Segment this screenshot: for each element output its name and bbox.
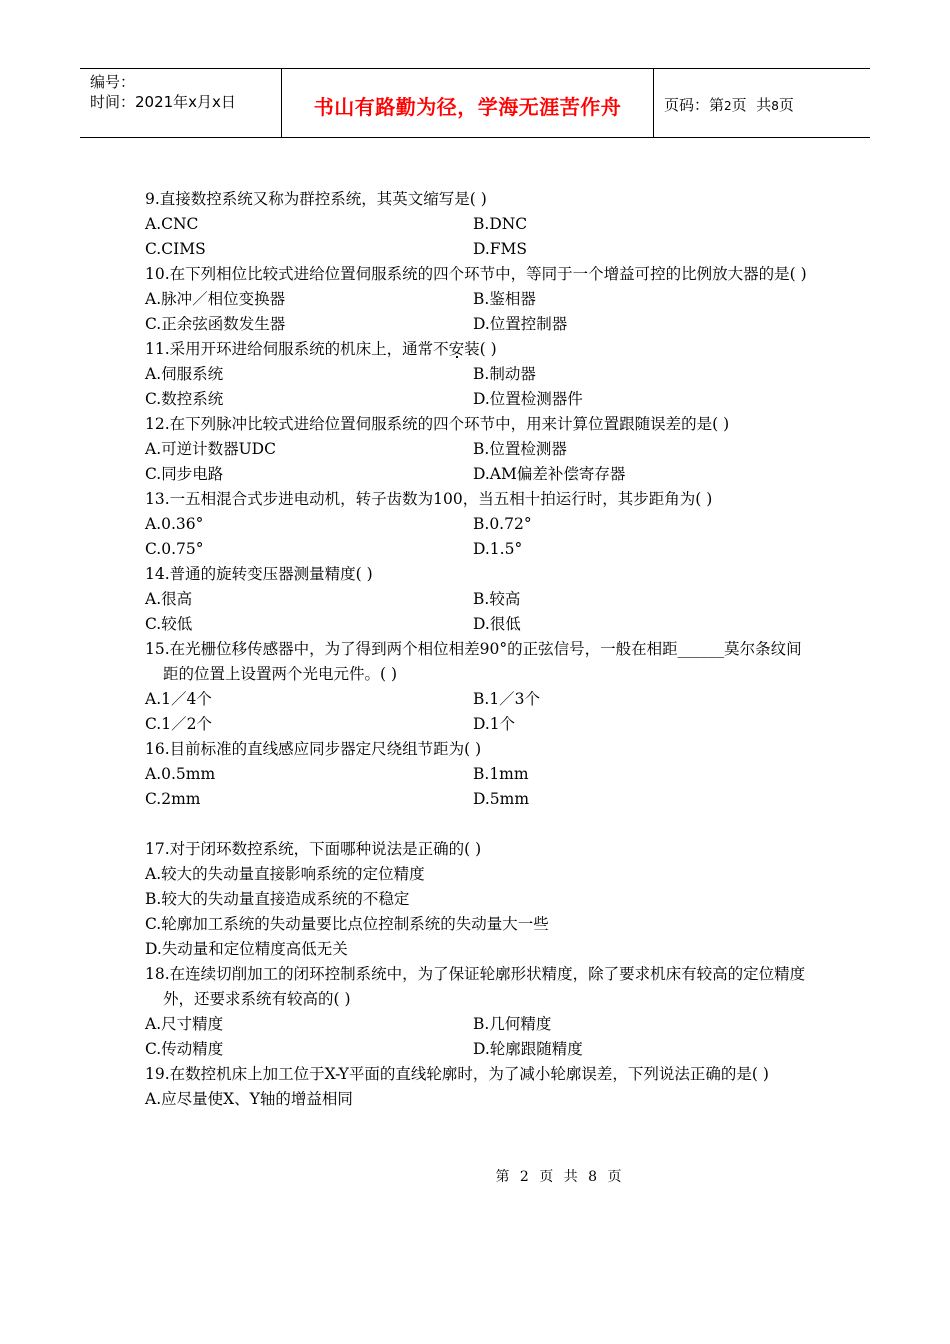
question-14	[145, 562, 815, 637]
question-options	[145, 437, 815, 487]
option-c: C.0.75°	[145, 540, 204, 558]
option-d: D.失动量和定位精度高低无关	[145, 940, 348, 958]
question-options	[145, 587, 815, 637]
question-stem: 11.采用开环进给伺服系统的机床上，通常不安装( )	[145, 340, 497, 358]
option-b: B.几何精度	[473, 1015, 552, 1033]
option-b: B.1／3个	[473, 690, 541, 708]
option-d: D.FMS	[473, 240, 528, 258]
option-d: D.1个	[473, 715, 516, 733]
question-list	[145, 187, 815, 1112]
option-b: B.位置检测器	[473, 440, 567, 458]
option-d: D.5mm	[473, 790, 530, 808]
page-mid: 页 共	[731, 96, 772, 114]
header-page-cell	[654, 69, 870, 137]
option-c: C.1／2个	[145, 715, 212, 733]
option-a: A.可逆计数器UDC	[145, 440, 276, 458]
option-a: A.较大的失动量直接影响系统的定位精度	[145, 865, 425, 883]
option-c: C.数控系统	[145, 390, 224, 408]
option-b: B.鉴相器	[473, 290, 536, 308]
option-c: C.同步电路	[145, 465, 224, 483]
option-c: C.正余弦函数发生器	[145, 315, 286, 333]
option-a: A.0.36°	[145, 515, 204, 533]
header-motto-cell	[282, 69, 654, 137]
question-13	[145, 487, 815, 562]
option-c: C.CIMS	[145, 240, 206, 258]
option-b: B.DNC	[473, 215, 528, 233]
page-header	[80, 68, 870, 138]
question-19	[145, 1062, 815, 1112]
question-options	[145, 362, 815, 412]
option-b: B.1mm	[473, 765, 529, 783]
question-stem: 16.目前标准的直线感应同步器定尺绕组节距为( )	[145, 740, 482, 758]
question-10	[145, 262, 815, 337]
option-a: A.伺服系统	[145, 365, 224, 383]
option-d: D.位置检测器件	[473, 390, 583, 408]
option-a: A.很高	[145, 590, 193, 608]
question-options	[145, 1087, 815, 1112]
option-c: C.传动精度	[145, 1040, 224, 1058]
question-12	[145, 412, 815, 487]
question-stem: 12.在下列脉冲比较式进给位置伺服系统的四个环节中，用来计算位置跟随误差的是( )	[145, 415, 730, 433]
question-options	[145, 287, 815, 337]
question-options	[145, 862, 815, 962]
page-total: 8	[771, 99, 779, 113]
header-motto: 书山有路勤为径，学海无涯苦作舟	[313, 95, 622, 119]
header-page-indicator	[664, 94, 794, 115]
option-a: A.尺寸精度	[145, 1015, 224, 1033]
option-d: D.AM偏差补偿寄存器	[473, 465, 626, 483]
question-options	[145, 762, 815, 812]
option-d: D.1.5°	[473, 540, 523, 558]
document-time-label: 时间：2021年x月x日	[90, 93, 236, 111]
option-a: A.应尽量使X、Y轴的增益相同	[145, 1090, 353, 1108]
question-stem: 9.直接数控系统又称为群控系统，其英文缩写是( )	[145, 190, 487, 208]
question-options	[145, 512, 815, 562]
question-stem: 14.普通的旋转变压器测量精度( )	[145, 565, 373, 583]
option-d: D.位置控制器	[473, 315, 568, 333]
page-current: 2	[724, 99, 732, 113]
blank-line	[145, 812, 815, 837]
option-b: B.0.72°	[473, 515, 532, 533]
option-a: A.CNC	[145, 215, 199, 233]
question-18	[145, 962, 815, 1062]
option-b: B.较高	[473, 590, 521, 608]
option-a: A.1／4个	[145, 690, 212, 708]
question-options	[145, 687, 815, 737]
question-11	[145, 337, 815, 412]
question-options	[145, 1012, 815, 1062]
question-stem: 19.在数控机床上加工位于X-Y平面的直线轮廓时，为了减小轮廓误差，下列说法正确的是( )	[145, 1065, 769, 1083]
option-b: B.较大的失动量直接造成系统的不稳定	[145, 890, 410, 908]
page-prefix: 页码：第	[664, 96, 725, 114]
header-meta	[80, 69, 282, 137]
question-stem: 10.在下列相位比较式进给位置伺服系统的四个环节中，等同于一个增益可控的比例放大器的是( )	[145, 265, 807, 283]
option-c: C.较低	[145, 615, 193, 633]
document-number-label: 编号：	[90, 73, 136, 91]
option-c: C.轮廓加工系统的失动量要比点位控制系统的失动量大一些	[145, 915, 549, 933]
option-a: A.脉冲／相位变换器	[145, 290, 286, 308]
question-stem: 15.在光栅位移传感器中，为了得到两个相位相差90°的正弦信号，一般在相距______莫尔条纹间距的位置上设置两个光电元件。( )	[145, 640, 802, 683]
page-footer: 第 2 页 共 8 页	[495, 1169, 625, 1185]
question-options	[145, 212, 815, 262]
question-stem: 13.一五相混合式步进电动机，转子齿数为100，当五相十拍运行时，其步距角为( )	[145, 490, 713, 508]
page-suffix: 页	[778, 96, 794, 114]
question-16	[145, 737, 815, 812]
option-a: A.0.5mm	[145, 765, 216, 783]
question-stem: 18.在连续切削加工的闭环控制系统中，为了保证轮廓形状精度，除了要求机床有较高的定位精度外，还要求系统有较高的( )	[145, 965, 806, 1008]
question-15	[145, 637, 815, 737]
question-stem: 17.对于闭环数控系统，下面哪种说法是正确的( )	[145, 840, 482, 858]
option-d: D.很低	[473, 615, 521, 633]
option-b: B.制动器	[473, 365, 536, 383]
question-17	[145, 837, 815, 962]
option-d: D.轮廓跟随精度	[473, 1040, 583, 1058]
question-9	[145, 187, 815, 262]
option-c: C.2mm	[145, 790, 201, 808]
